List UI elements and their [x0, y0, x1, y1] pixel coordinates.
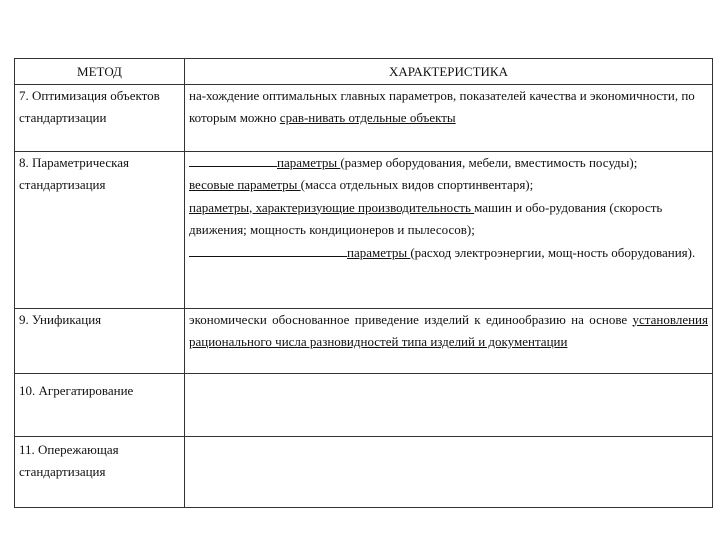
- table-row: [15, 308, 713, 373]
- characteristic-cell-anticipatory[interactable]: [185, 436, 713, 507]
- characteristic-text: (расход электроэнергии, мощ-ность оборудования).: [410, 244, 696, 260]
- method-cell-unification: 9. Унификация: [15, 308, 185, 373]
- table-row: [15, 436, 713, 507]
- characteristic-cell-optimization: [185, 84, 713, 151]
- blank-field[interactable]: [189, 242, 347, 257]
- characteristic-text: на-хождение оптимальных главных параметров, показателей качества и экономичности, по которым можно: [189, 87, 695, 125]
- method-cell-aggregation: [15, 373, 185, 436]
- table-row: [15, 151, 713, 308]
- header-method: МЕТОД: [15, 59, 185, 85]
- method-cell-parametric: 8. Параметрическая стандартизация: [15, 151, 185, 308]
- table-row: [15, 373, 713, 436]
- characteristic-text: (размер оборудования, мебели, вместимость посуды);: [340, 154, 638, 170]
- characteristic-underlined: параметры: [277, 154, 341, 170]
- blank-field[interactable]: [189, 152, 277, 167]
- table-header-row: [15, 59, 713, 85]
- characteristic-underlined: установления рационального числа разновидностей типа изделий и документации: [189, 311, 708, 349]
- characteristic-cell-parametric: [185, 151, 713, 308]
- standardization-methods-table: [14, 58, 713, 508]
- characteristic-cell-unification: [185, 308, 713, 373]
- method-cell-anticipatory: [15, 436, 185, 507]
- method-label: 10. Агрегатирование: [19, 382, 134, 398]
- method-label: 11. Опережающая стандартизация: [19, 441, 119, 479]
- characteristic-underlined: параметры: [347, 244, 411, 260]
- characteristic-text: экономически обоснованное приведение изделий к единообразию на основе: [189, 311, 633, 327]
- characteristic-underlined: параметры, характеризующие производительность: [189, 199, 475, 215]
- characteristic-text: машин и обо-рудования (скорость движения; мощность кондиционеров и пылесосов);: [189, 199, 663, 237]
- characteristic-text: (масса отдельных видов спортинвентаря);: [300, 177, 534, 192]
- method-cell-optimization: 7. Оптимизация объектов стандартизации: [15, 84, 185, 151]
- characteristic-cell-aggregation[interactable]: [185, 373, 713, 436]
- characteristic-underlined: весовые параметры: [189, 177, 301, 192]
- characteristic-underlined: срав-нивать отдельные объекты: [279, 110, 456, 125]
- header-characteristic: ХАРАКТЕРИСТИКА: [185, 59, 713, 85]
- table-row: [15, 84, 713, 151]
